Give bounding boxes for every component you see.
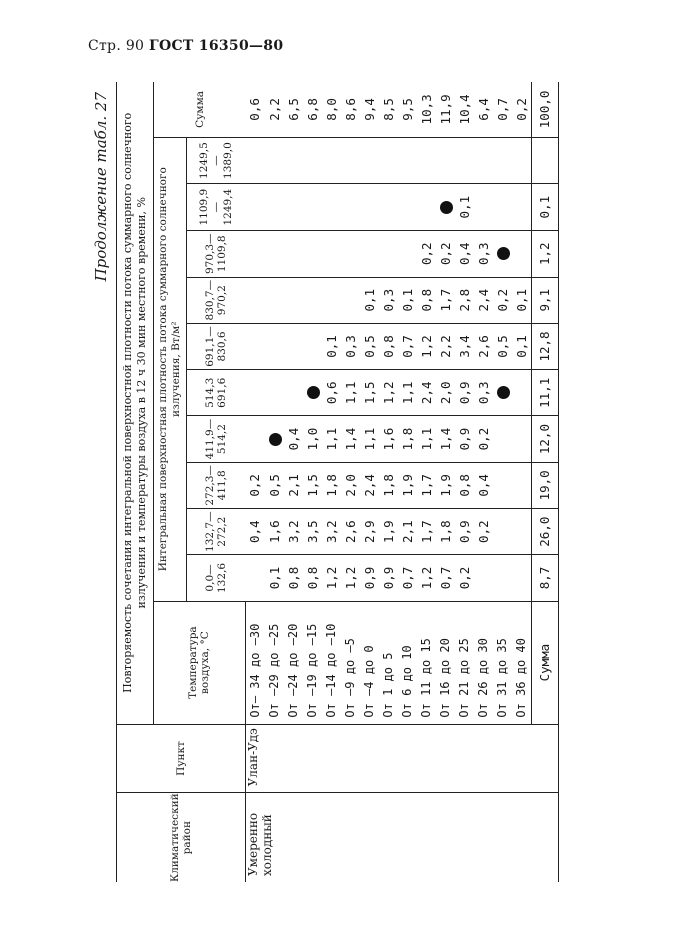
value-cell <box>303 277 322 323</box>
column-sum-cell: 8,7 <box>531 555 558 601</box>
temperature-cell: От —29 до —25 <box>265 601 284 724</box>
value-cell <box>245 137 265 184</box>
value-cell: 2,0 <box>436 370 455 416</box>
value-cell: 0,8 <box>455 462 474 508</box>
value-cell: 1,7 <box>436 277 455 323</box>
rotated-table-content <box>94 82 624 882</box>
value-cell: 0,2 <box>245 462 265 508</box>
row-sum-cell: 10,3 <box>417 82 436 137</box>
value-cell: 0,9 <box>360 555 379 601</box>
document-code: ГОСТ 16350—80 <box>149 38 284 54</box>
column-sum-cell: 1,2 <box>531 230 558 277</box>
value-cell <box>493 509 512 555</box>
value-cell: 1,2 <box>322 555 341 601</box>
value-cell: 1,2 <box>341 555 360 601</box>
value-cell: 0,2 <box>436 230 455 277</box>
value-cell: 2,4 <box>417 370 436 416</box>
value-cell <box>322 137 341 184</box>
row-sum-cell: 0,2 <box>512 82 532 137</box>
value-cell: 2,1 <box>398 509 417 555</box>
table-title: Повторяемость сочетания интегральной поверхностной плотности потока суммарного солнечного излучения и температуры воздуха в 12 ч 30 мин местного времени, % <box>117 82 154 724</box>
value-cell <box>512 416 532 462</box>
value-cell: 2,4 <box>474 277 493 323</box>
header-range-5: 691,1—830,6 <box>187 323 246 369</box>
column-sum-cell: 19,0 <box>531 462 558 508</box>
value-cell: 0,3 <box>474 370 493 416</box>
value-cell: 1,7 <box>417 462 436 508</box>
value-cell <box>284 370 303 416</box>
value-cell: 2,2 <box>436 323 455 369</box>
value-cell: 0,1 <box>455 184 474 231</box>
column-sum-cell: 12,8 <box>531 323 558 369</box>
value-cell: 2,6 <box>341 509 360 555</box>
value-cell: 2,1 <box>284 462 303 508</box>
value-cell: 0,7 <box>398 323 417 369</box>
temperature-cell: От 6 до 10 <box>398 601 417 724</box>
total-sum-cell: 100,0 <box>531 82 558 137</box>
value-cell: 0,4 <box>284 416 303 462</box>
value-cell <box>303 230 322 277</box>
value-cell <box>455 137 474 184</box>
column-sum-cell: 11,1 <box>531 370 558 416</box>
value-cell <box>379 137 398 184</box>
value-cell: 0,1 <box>398 277 417 323</box>
row-sum-cell: 0,6 <box>245 82 265 137</box>
value-cell: 2,4 <box>360 462 379 508</box>
temperature-cell: От 16 до 20 <box>436 601 455 724</box>
row-sum-cell: 2,2 <box>265 82 284 137</box>
value-cell <box>284 277 303 323</box>
value-cell <box>284 230 303 277</box>
column-sum-cell <box>531 137 558 184</box>
value-cell: 0,3 <box>379 277 398 323</box>
header-range-0: 0,0—132,6 <box>187 555 246 601</box>
value-cell: 1,5 <box>360 370 379 416</box>
temperature-cell: От —14 до —10 <box>322 601 341 724</box>
header-range-1: 132,7—272,2 <box>187 509 246 555</box>
row-sum-cell: 8,0 <box>322 82 341 137</box>
column-sum-cell: 9,1 <box>531 277 558 323</box>
value-cell: 1,9 <box>436 462 455 508</box>
value-cell: 0,7 <box>436 555 455 601</box>
value-cell: 0,6 <box>322 370 341 416</box>
value-cell: 3,4 <box>455 323 474 369</box>
value-cell <box>245 416 265 462</box>
value-cell: 1,2 <box>417 555 436 601</box>
page-number: Стр. 90 <box>88 38 145 54</box>
row-sum-cell: 11,9 <box>436 82 455 137</box>
value-cell <box>417 184 436 231</box>
value-cell <box>341 230 360 277</box>
value-cell <box>360 230 379 277</box>
data-table <box>116 82 559 882</box>
value-cell <box>398 230 417 277</box>
temperature-cell: От —24 до —20 <box>284 601 303 724</box>
value-cell-dot <box>303 370 322 416</box>
column-sum-cell: 0,1 <box>531 184 558 231</box>
value-cell: 0,4 <box>474 462 493 508</box>
value-cell: 1,0 <box>303 416 322 462</box>
value-cell: 0,1 <box>265 555 284 601</box>
value-cell <box>303 184 322 231</box>
value-cell: 0,9 <box>455 416 474 462</box>
value-cell-dot <box>436 184 455 231</box>
value-cell <box>474 137 493 184</box>
value-cell: 0,7 <box>398 555 417 601</box>
value-cell: 1,8 <box>379 462 398 508</box>
header-region: Климатический район <box>117 793 246 882</box>
filled-circle-icon <box>497 386 510 399</box>
table-continuation-caption: Продолжение табл. 27 <box>92 92 110 282</box>
rotated-table-wrapper <box>94 82 624 882</box>
value-cell-dot <box>493 370 512 416</box>
value-cell: 1,1 <box>398 370 417 416</box>
value-cell: 0,4 <box>245 509 265 555</box>
row-sum-cell: 6,5 <box>284 82 303 137</box>
header-point: Пункт <box>117 724 246 793</box>
value-cell <box>512 509 532 555</box>
value-cell: 1,4 <box>341 416 360 462</box>
header-radiation-group: Интегральная поверхностная плотность потока суммарного солнечного излучения, Вт/м² <box>154 137 187 601</box>
value-cell: 0,5 <box>360 323 379 369</box>
value-cell: 2,6 <box>474 323 493 369</box>
value-cell <box>284 323 303 369</box>
value-cell <box>512 230 532 277</box>
value-cell: 0,8 <box>284 555 303 601</box>
value-cell: 1,9 <box>398 462 417 508</box>
value-cell <box>265 137 284 184</box>
point-cell: Улан-Удэ <box>245 724 558 793</box>
value-cell <box>341 184 360 231</box>
row-sum-cell: 10,4 <box>455 82 474 137</box>
value-cell: 1,7 <box>417 509 436 555</box>
value-cell: 3,5 <box>303 509 322 555</box>
value-cell <box>512 137 532 184</box>
temperature-cell: От 31 до 35 <box>493 601 512 724</box>
temperature-cell: От 11 до 15 <box>417 601 436 724</box>
value-cell <box>493 184 512 231</box>
value-cell: 0,2 <box>417 230 436 277</box>
value-cell: 1,1 <box>360 416 379 462</box>
value-cell <box>493 137 512 184</box>
header-range-4: 514,3 691,6 <box>187 370 246 416</box>
value-cell-dot <box>265 416 284 462</box>
row-sum-cell: 6,4 <box>474 82 493 137</box>
value-cell: 1,1 <box>341 370 360 416</box>
value-cell <box>265 277 284 323</box>
filled-circle-icon <box>440 201 453 214</box>
value-cell: 1,2 <box>379 370 398 416</box>
value-cell <box>322 184 341 231</box>
value-cell: 3,2 <box>322 509 341 555</box>
value-cell <box>512 555 532 601</box>
value-cell: 1,8 <box>398 416 417 462</box>
row-sum-cell: 8,5 <box>379 82 398 137</box>
value-cell: 1,8 <box>322 462 341 508</box>
temperature-cell: От —19 до —15 <box>303 601 322 724</box>
value-cell <box>493 416 512 462</box>
row-sum-cell: 8,6 <box>341 82 360 137</box>
row-sum-cell: 0,7 <box>493 82 512 137</box>
value-cell <box>436 137 455 184</box>
temperature-cell: От 21 до 25 <box>455 601 474 724</box>
value-cell: 1,1 <box>417 416 436 462</box>
value-cell <box>398 137 417 184</box>
filled-circle-icon <box>269 433 282 446</box>
value-cell <box>265 230 284 277</box>
row-sum-cell: 9,4 <box>360 82 379 137</box>
column-sum-cell: 12,0 <box>531 416 558 462</box>
value-cell <box>245 230 265 277</box>
value-cell: 3,2 <box>284 509 303 555</box>
temperature-cell: От —9 до —5 <box>341 601 360 724</box>
filled-circle-icon <box>497 247 510 260</box>
value-cell: 0,3 <box>474 230 493 277</box>
value-cell: 1,1 <box>322 416 341 462</box>
value-cell <box>322 230 341 277</box>
value-cell <box>245 277 265 323</box>
value-cell <box>303 137 322 184</box>
value-cell <box>493 555 512 601</box>
value-cell: 1,8 <box>436 509 455 555</box>
value-cell <box>322 277 341 323</box>
value-cell: 0,1 <box>360 277 379 323</box>
value-cell <box>245 370 265 416</box>
value-cell: 0,1 <box>322 323 341 369</box>
value-cell <box>245 323 265 369</box>
value-cell: 0,2 <box>474 509 493 555</box>
row-sum-cell: 9,5 <box>398 82 417 137</box>
value-cell <box>245 555 265 601</box>
region-cell: Умеренно холодный <box>245 793 558 882</box>
value-cell <box>360 137 379 184</box>
value-cell: 1,6 <box>379 416 398 462</box>
value-cell <box>379 184 398 231</box>
value-cell: 0,5 <box>265 462 284 508</box>
value-cell: 1,6 <box>265 509 284 555</box>
value-cell: 1,9 <box>379 509 398 555</box>
header-range-8: 1109,9—1249,4 <box>187 184 246 231</box>
header-range-2: 272,3—411,8 <box>187 462 246 508</box>
value-cell <box>417 137 436 184</box>
value-cell: 0,1 <box>512 323 532 369</box>
value-cell <box>303 323 322 369</box>
value-cell: 0,3 <box>341 323 360 369</box>
value-cell-dot <box>493 230 512 277</box>
temperature-cell: От —4 до 0 <box>360 601 379 724</box>
value-cell <box>512 370 532 416</box>
value-cell: 0,5 <box>493 323 512 369</box>
value-cell: 0,2 <box>493 277 512 323</box>
value-cell <box>474 184 493 231</box>
column-sum-cell: 26,0 <box>531 509 558 555</box>
value-cell <box>512 462 532 508</box>
value-cell <box>493 462 512 508</box>
value-cell: 1,5 <box>303 462 322 508</box>
header-temperature: Температура воздуха, °С <box>154 601 246 724</box>
value-cell <box>379 230 398 277</box>
value-cell: 0,1 <box>512 277 532 323</box>
value-cell: 0,2 <box>474 416 493 462</box>
header-range-9: 1249,5—1389,0 <box>187 137 246 184</box>
value-cell <box>284 184 303 231</box>
value-cell: 1,4 <box>436 416 455 462</box>
value-cell <box>265 370 284 416</box>
sum-row-label: Сумма <box>531 601 558 724</box>
temperature-cell: От 1 до 5 <box>379 601 398 724</box>
temperature-cell: От— 34 до —30 <box>245 601 265 724</box>
value-cell <box>474 555 493 601</box>
value-cell <box>341 137 360 184</box>
value-cell: 0,4 <box>455 230 474 277</box>
value-cell <box>398 184 417 231</box>
header-range-6: 830,7—970,2 <box>187 277 246 323</box>
table-body <box>245 82 558 882</box>
value-cell <box>341 277 360 323</box>
value-cell <box>284 137 303 184</box>
header-range-7: 970,3—1109,8 <box>187 230 246 277</box>
value-cell: 0,9 <box>379 555 398 601</box>
value-cell: 0,8 <box>303 555 322 601</box>
value-cell <box>360 184 379 231</box>
filled-circle-icon <box>307 386 320 399</box>
row-sum-cell: 6,8 <box>303 82 322 137</box>
header-sum: Сумма <box>154 82 246 137</box>
temperature-cell: От 26 до 30 <box>474 601 493 724</box>
table-row <box>245 82 265 882</box>
value-cell: 0,2 <box>455 555 474 601</box>
value-cell <box>512 184 532 231</box>
value-cell: 0,9 <box>455 370 474 416</box>
value-cell: 0,9 <box>455 509 474 555</box>
temperature-cell: От 36 до 40 <box>512 601 532 724</box>
header-range-3: 411,9—514,2 <box>187 416 246 462</box>
value-cell <box>265 323 284 369</box>
value-cell: 2,9 <box>360 509 379 555</box>
value-cell: 0,8 <box>379 323 398 369</box>
page-header <box>88 38 283 54</box>
value-cell: 2,0 <box>341 462 360 508</box>
value-cell: 0,8 <box>417 277 436 323</box>
value-cell: 2,8 <box>455 277 474 323</box>
value-cell <box>245 184 265 231</box>
value-cell: 1,2 <box>417 323 436 369</box>
value-cell <box>265 184 284 231</box>
